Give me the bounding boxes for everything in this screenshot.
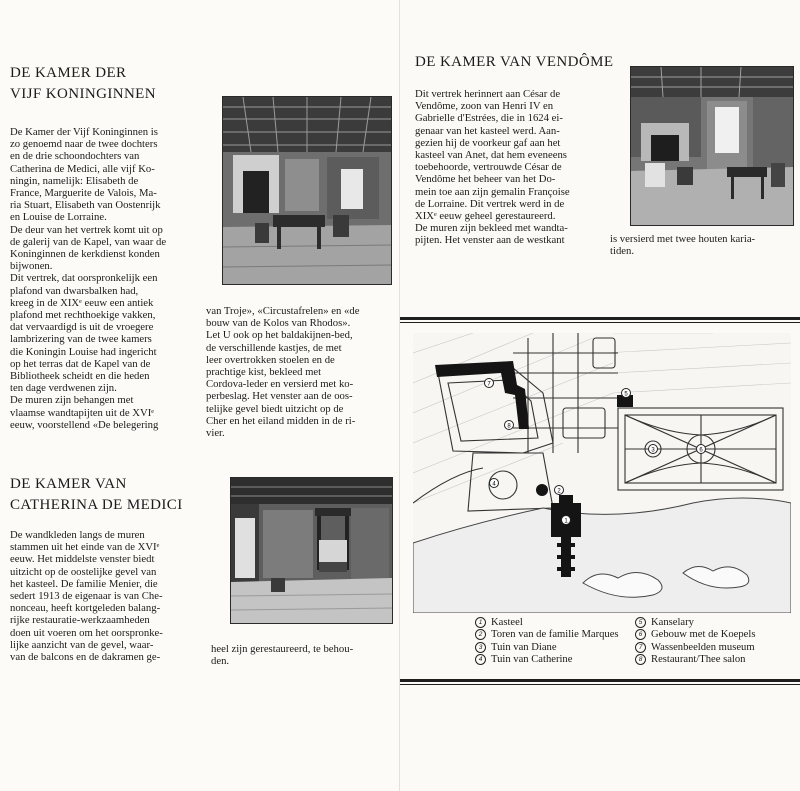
svg-text:4: 4 (492, 481, 496, 488)
text-kamer-vijf-koninginnen-col1: De Kamer der Vijf Koninginnen is zo genoemd naar de twee dochters en de drie schoondochters van Catherina de Medici, alle vijf Ko- ningin, namelijk: Elisabeth de France, Marguerite de Valois, Ma- ria Stuart, Elisabeth van Oostenrijk en Louise de Lorraine. De deur van het vertrek komt uit op de galerij van de Kapel, van waar de Koninginnen de kerkdienst konden bijwonen. Dit vertrek, dat oorspronkelijk een plafond van dwarsbalken had, kreeg in de XIXᵉ eeuw een antiek plafond met rechthoekige vakken, dat vervaardigd is uit de vroegere lambrizering van de twee kamers die Koningin Louise had ingericht op het terras dat de Kapel van de Bibliotheek scheidt en die heden ten dage verdwenen zijn. De muren zijn behangen met vlaamse wandtapijten uit de XVIᵉ eeuw, voorstellend «De belegering (10, 126, 167, 431)
legend-number: 1 (475, 617, 486, 628)
map-top-rule (400, 317, 800, 320)
section-title-kamer-vendome: DE KAMER VAN VENDÔME (415, 54, 614, 70)
photo-kamer-vijf-koninginnen (222, 96, 392, 285)
svg-text:3: 3 (651, 447, 655, 454)
legend-number: 7 (635, 642, 646, 653)
svg-text:2: 2 (557, 488, 561, 495)
svg-text:8: 8 (507, 423, 511, 430)
left-page (0, 0, 399, 791)
legend-number: 8 (635, 654, 646, 665)
text-kamer-catherina-col2: heel zijn gerestaureerd, te behou- den. (211, 643, 354, 668)
legend-number: 4 (475, 654, 486, 665)
text-kamer-vendome-col1: Dit vertrek herinnert aan César de Vendôme, zoon van Henri IV en Gabrielle d'Estrées, die in 1624 ei- genaar van het kasteel werd. Aan- gezien hij de voorkeur gaf aan het kasteel van Anet, dat hem eveneens toebehoorde, vertrouwde César de Vendôme het beheer van het Do- mein toe aan zijn gemalin Françoise de Lorraine. Dit vertrek werd in de XIXᵉ eeuw geheel gerestaureerd. De muren zijn bekleed met wandta- pijten. Het venster aan de westkant (415, 88, 570, 247)
map-legend-left (475, 617, 619, 666)
text-kamer-vijf-koninginnen-col2: van Troje», «Circustafrelen» en «de bouw van de Kolos van Rhodos». Let U ook op het baldakijnen-bed, de verschillende kastjes, de met leer overtrokken stoelen en de prachtige kist, bekleed met Cordova-leder en versierd met ko- perbeslag. Het venster aan de oos- telijke gevel biedt uitzicht op de Cher en het eiland midden in de ri- vier. (206, 305, 360, 440)
legend-item: 8 Restaurant/Thee salon (635, 654, 755, 666)
legend-item: 7 Wassenbeelden museum (635, 642, 755, 654)
legend-item: 5 Kanselary (635, 617, 755, 629)
legend-item: 3 Tuin van Diane (475, 642, 619, 654)
section-title-kamer-vijf-koninginnen: DE KAMER DER VIJF KONINGINNEN (10, 65, 156, 102)
map-legend-right (635, 617, 755, 666)
legend-item: 6 Gebouw met de Koepels (635, 629, 755, 641)
svg-text:1: 1 (564, 518, 568, 525)
map-top-rule-thin (400, 322, 800, 323)
legend-number: 3 (475, 642, 486, 653)
chateau-grounds-map (413, 333, 791, 613)
legend-item: 4 Tuin van Catherine (475, 654, 619, 666)
photo-kamer-catherina (230, 477, 393, 624)
legend-number: 5 (635, 617, 646, 628)
legend-item: 2 Toren van de familie Marques (475, 629, 619, 641)
svg-text:6: 6 (699, 447, 703, 454)
text-kamer-vendome-col2: is versierd met twee houten karia- tiden. (610, 233, 756, 258)
photo-kamer-vendome (630, 66, 794, 226)
map-bottom-rule-thin (400, 684, 800, 685)
legend-number: 6 (635, 629, 646, 640)
map-bottom-rule (400, 679, 800, 682)
svg-text:5: 5 (624, 391, 628, 398)
legend-number: 2 (475, 629, 486, 640)
legend-item: 1 Kasteel (475, 617, 619, 629)
section-title-kamer-catherina: DE KAMER VAN CATHERINA DE MEDICI (10, 476, 183, 513)
text-kamer-catherina-col1: De wandkleden langs de muren stammen uit het einde van de XVIᵉ eeuw. Het middelste venster biedt uitzicht op de oostelijke gevel van het kasteel. De familie Menier, die sedert 1913 de eigenaar is van Che- nonceau, heeft kortgeleden balang- rijke restauratie-werkzaamheden doen uit voeren om het oorspronke- lijke aanzicht van de gevel, waar- van de balcons en de dakramen ge- (10, 529, 163, 664)
svg-text:7: 7 (487, 381, 491, 388)
